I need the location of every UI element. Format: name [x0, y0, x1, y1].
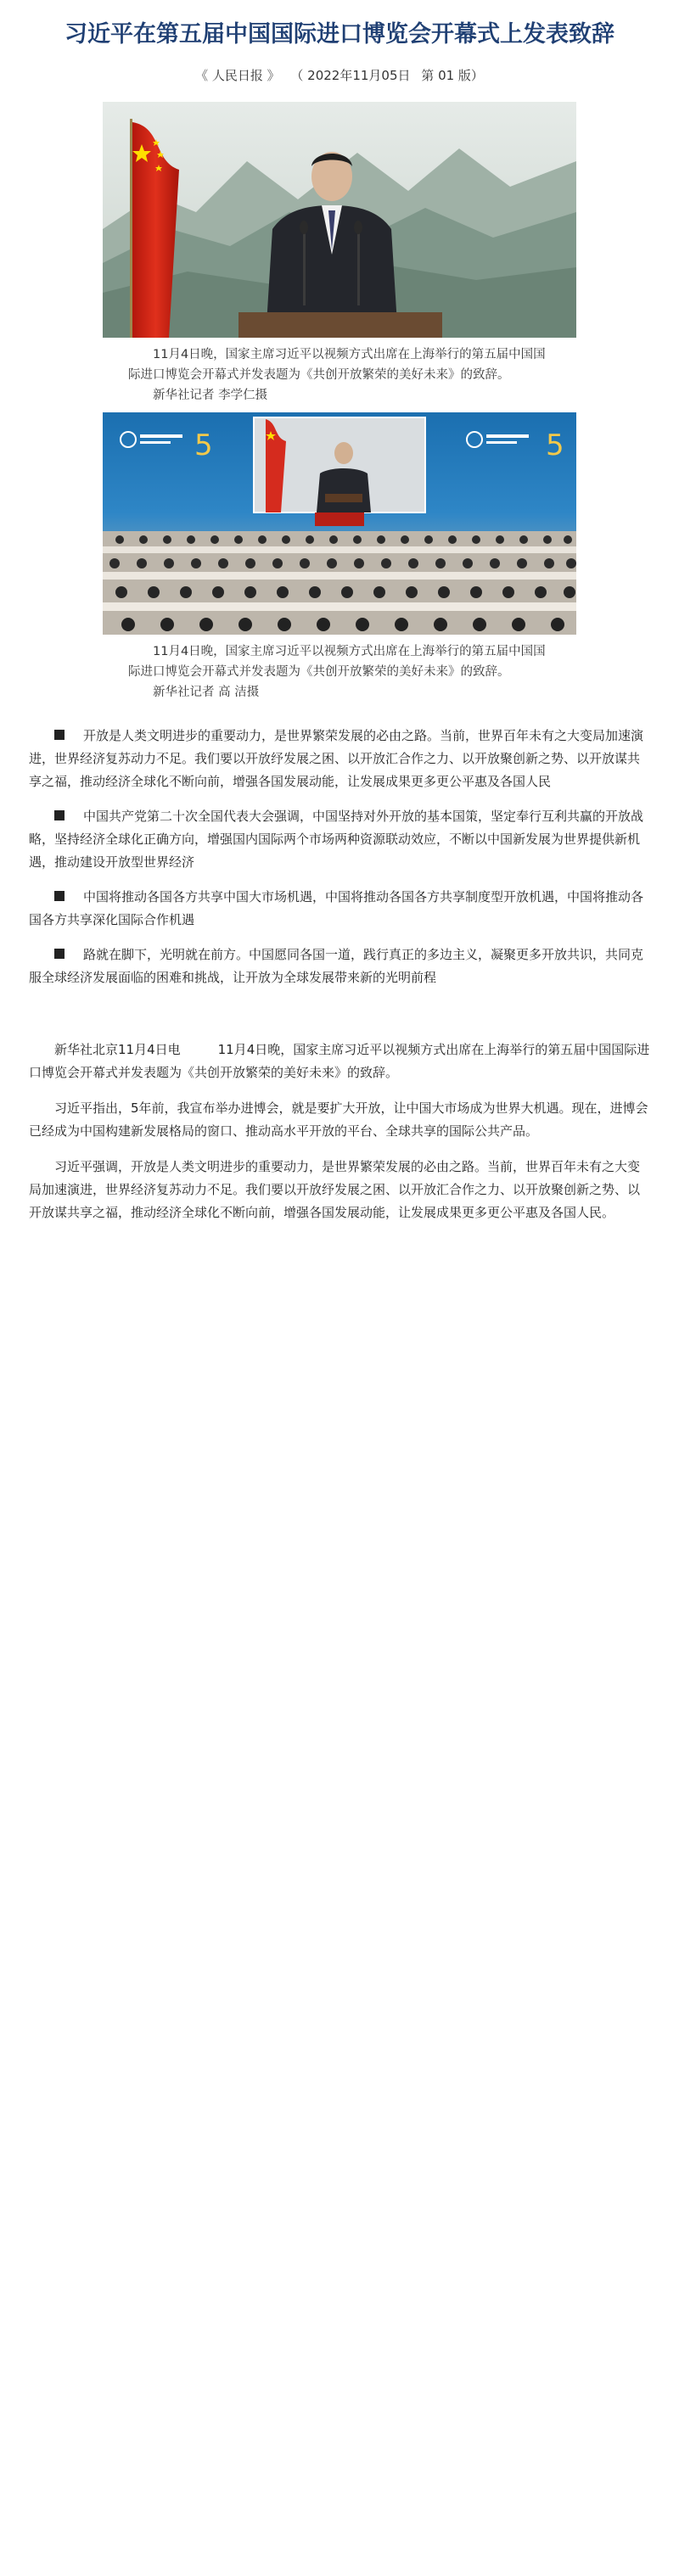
- dateline: 新华社北京11月4日电: [54, 1042, 181, 1057]
- lead-text: 11月4日晚，国家主席习近平以视频方式出席在上海举行的第五届中国国际进口博览会开幕式并发表题为《共创开放繁荣的美好未来》的致辞。: [29, 1042, 650, 1080]
- square-bullet-icon: [54, 810, 65, 820]
- figure-2-credit: 新华社记者 高 洁摄: [153, 686, 260, 699]
- summary-point-text: 开放是人类文明进步的重要动力，是世界繁荣发展的必由之路。当前，世界百年未有之大变局加速演进，世界经济复苏动力不足。我们要以开放纾发展之困、以开放汇合作之力、以开放聚创新之势、以开放谋共享之福，推动经济全球化不断向前，增强各国发展动能，让发展成果更多更公平惠及各国人民: [29, 728, 644, 789]
- summary-point-text: 中国共产党第二十次全国代表大会强调，中国坚持对外开放的基本国策，坚定奉行互利共赢的开放战略，坚持经济全球化正确方向，增强国内国际两个市场两种资源联动效应，不断以中国新发展为世界提供新机遇，推动建设开放型世界经济: [29, 809, 644, 870]
- figure-2: [103, 412, 576, 703]
- summary-point-text: 路就在脚下，光明就在前方。中国愿同各国一道，践行真正的多边主义，凝聚更多开放共识，共同克服全球经济发展面临的困难和挑战，让开放为全球发展带来新的光明前程: [29, 947, 644, 985]
- masthead-page: 第 01 版）: [421, 68, 484, 83]
- square-bullet-icon: [54, 949, 65, 959]
- article-headline: 习近平在第五届中国国际进口博览会开幕式上发表致辞: [65, 21, 614, 48]
- summary-point: [29, 725, 650, 793]
- stage-screen: [254, 417, 425, 512]
- speech-screen-image: [103, 102, 576, 338]
- banner-number-right: 5: [546, 428, 564, 462]
- venue-hall-photo: [103, 412, 576, 635]
- venue-hall-image: [103, 412, 576, 635]
- figure-1-credit: 新华社记者 李学仁摄: [153, 389, 268, 402]
- article-body: [29, 1039, 650, 1224]
- masthead: [29, 64, 650, 87]
- figure-1-caption: 11月4日晚，国家主席习近平以视频方式出席在上海举行的第五届中国国际进口博览会开幕式并发表题为《共创开放繁荣的美好未来》的致辞。: [128, 348, 546, 382]
- body-lead-paragraph: [29, 1039, 650, 1084]
- figure-2-caption: 11月4日晚，国家主席习近平以视频方式出席在上海举行的第五届中国国际进口博览会开幕式并发表题为《共创开放繁荣的美好未来》的致辞。: [128, 645, 546, 679]
- masthead-date: （ 2022年11月05日: [290, 68, 415, 83]
- square-bullet-icon: [54, 891, 65, 901]
- speech-screen-photo: [103, 102, 576, 338]
- body-paragraph: 习近平指出，5年前，我宣布举办进博会，就是要扩大开放，让中国大市场成为世界大机遇。现在，进博会已经成为中国构建新发展格局的窗口、推动高水平开放的平台、全球共享的国际公共产品。: [29, 1100, 648, 1139]
- summary-points: [29, 725, 650, 989]
- figure-1: [103, 102, 576, 406]
- summary-point: [29, 805, 650, 874]
- summary-point-text: 中国将推动各国各方共享中国大市场机遇，中国将推动各国各方共享制度型开放机遇，中国将推动各国各方共享深化国际合作机遇: [29, 889, 644, 927]
- summary-point: [29, 886, 650, 932]
- body-paragraph: 习近平强调，开放是人类文明进步的重要动力，是世界繁荣发展的必由之路。当前，世界百年未有之大变局加速演进，世界经济复苏动力不足。我们要以开放纾发展之困、以开放汇合作之力、以开放聚创新之势、以开放谋共享之福，推动经济全球化不断向前，增强各国发展动能，让发展成果更多更公平惠及各国人民。: [29, 1159, 641, 1220]
- square-bullet-icon: [54, 730, 65, 740]
- summary-point: [29, 944, 650, 989]
- banner-number-left: 5: [194, 428, 213, 462]
- masthead-paper: 《 人民日报 》: [195, 68, 280, 83]
